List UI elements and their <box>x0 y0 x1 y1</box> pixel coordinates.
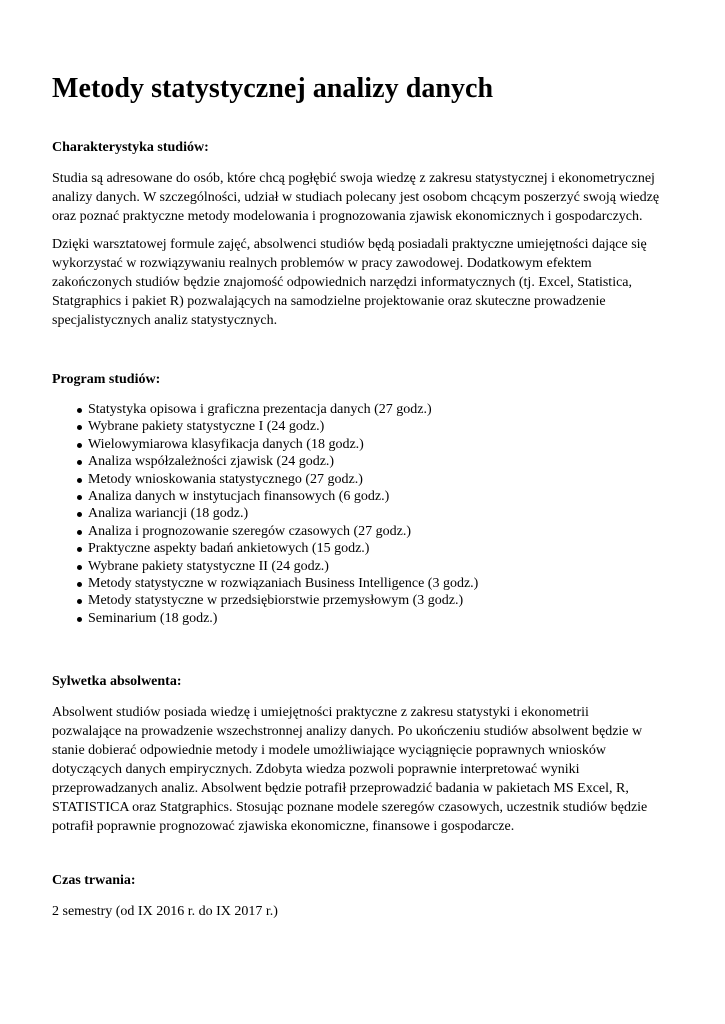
list-item <box>88 488 478 505</box>
paragraph-line: 2 semestry (od IX 2016 r. do IX 2017 r.) <box>52 904 278 919</box>
bullet-icon <box>77 495 82 500</box>
bullet-icon <box>77 530 82 535</box>
paragraph-line: przeprowadzanych analiz. Absolwent będzie potrafił przeprowadzić badania w pakietach MS Excel, R, <box>52 781 629 796</box>
list-item-text: Analiza wariancji (18 godz.) <box>88 506 249 522</box>
list-item <box>88 575 478 592</box>
paragraph-line: dotyczących danych empirycznych. Zdobyta wiedza pozwoli poprawnie interpretować wyniki <box>52 762 580 777</box>
list-item-text: Metody statystyczne w przedsiębiorstwie przemysłowym (3 godz.) <box>88 593 464 609</box>
bullet-icon <box>77 478 82 483</box>
characteristics-heading: Charakterystyka studiów: <box>52 140 209 155</box>
list-item-text: Wielowymiarowa klasyfikacja danych (18 godz.) <box>88 436 364 452</box>
duration-text <box>52 902 687 921</box>
bullet-icon <box>77 582 82 587</box>
program-list <box>52 401 478 627</box>
list-item <box>88 558 478 575</box>
list-item <box>88 453 478 470</box>
list-item-text: Praktyczne aspekty badań ankietowych (15 godz.) <box>88 541 370 557</box>
paragraph-line: STATISTICA oraz Statgraphics. Stosując poznane modele szeregów czasowych, uczestnik studiów będzie <box>52 800 648 815</box>
bullet-icon <box>77 460 82 465</box>
list-item <box>88 436 478 453</box>
paragraph-line: Dzięki warsztatowej formule zajęć, absolwenci studiów będą posiadali praktyczne umiejętności dające się <box>52 237 647 252</box>
list-item-text: Metody wnioskowania statystycznego (27 godz.) <box>88 471 363 487</box>
bullet-icon <box>77 547 82 552</box>
list-item-text: Wybrane pakiety statystyczne I (24 godz.) <box>88 419 325 435</box>
characteristics-paragraph-1 <box>52 169 687 226</box>
paragraph-line: potrafił poprawnie prognozować zjawiska ekonomiczne, finansowe i gospodarcze. <box>52 819 515 834</box>
paragraph-line: wykorzystać w rozwiązywaniu realnych problemów w pracy zawodowej. Dodatkowym efektem <box>52 256 592 271</box>
paragraph-line: specjalistycznych analiz statystycznych. <box>52 313 278 328</box>
list-item <box>88 401 478 418</box>
list-item <box>88 471 478 488</box>
bullet-icon <box>77 425 82 430</box>
bullet-icon <box>77 443 82 448</box>
list-item <box>88 540 478 557</box>
bullet-icon <box>77 565 82 570</box>
paragraph-line: stanie dobierać odpowiednie metody i modele umożliwiające wyciągnięcie poprawnych wniosków <box>52 743 606 758</box>
graduate-profile-heading: Sylwetka absolwenta: <box>52 674 182 689</box>
paragraph-line: Studia są adresowane do osób, które chcą pogłębić swoja wiedzę z zakresu statystycznej i ekonometrycznej <box>52 171 655 186</box>
paragraph-line: oraz poznać praktyczne metody modelowania i prognozowania zjawisk ekonomicznych i gospodarczych. <box>52 209 643 224</box>
list-item <box>88 523 478 540</box>
bullet-icon <box>77 408 82 413</box>
graduate-profile-paragraph <box>52 703 687 836</box>
duration-heading: Czas trwania: <box>52 873 136 888</box>
paragraph-line: analizy danych. W szczególności, udział w studiach polecany jest osobom chcącym poszerzyć swoją wiedzę <box>52 190 660 205</box>
bullet-icon <box>77 617 82 622</box>
list-item <box>88 592 478 609</box>
characteristics-paragraph-2 <box>52 235 687 330</box>
paragraph-line: Statgraphics i pakiet R) pozwalających na samodzielne projektowanie oraz skuteczne prowadzenie <box>52 294 606 309</box>
paragraph-line: Absolwent studiów posiada wiedzę i umiejętności praktyczne z zakresu statystyki i ekonometrii <box>52 705 589 720</box>
list-item-text: Analiza danych w instytucjach finansowych (6 godz.) <box>88 489 390 505</box>
list-item-text: Metody statystyczne w rozwiązaniach Business Intelligence (3 godz.) <box>88 576 479 592</box>
list-item-text: Seminarium (18 godz.) <box>88 610 218 626</box>
list-item-text: Wybrane pakiety statystyczne II (24 godz.) <box>88 558 329 574</box>
list-item-text: Analiza współzależności zjawisk (24 godz.) <box>88 454 335 470</box>
bullet-icon <box>77 512 82 517</box>
bullet-icon <box>77 599 82 604</box>
paragraph-line: pozwalające na prowadzenie wszechstronnej analizy danych. Po ukończeniu studiów absolwent będzie w <box>52 724 643 739</box>
list-item <box>88 418 478 435</box>
list-item-text: Statystyka opisowa i graficzna prezentacja danych (27 godz.) <box>88 402 432 417</box>
list-item <box>88 610 478 627</box>
paragraph-line: zakończonych studiów będzie znajomość odpowiednich narzędzi informatycznych (tj. Excel, Statistica, <box>52 275 633 290</box>
list-item-text: Analiza i prognozowanie szeregów czasowych (27 godz.) <box>88 523 412 539</box>
page-title: Metody statystycznej analizy danych <box>52 73 494 104</box>
list-item <box>88 505 478 522</box>
program-heading: Program studiów: <box>52 372 161 387</box>
